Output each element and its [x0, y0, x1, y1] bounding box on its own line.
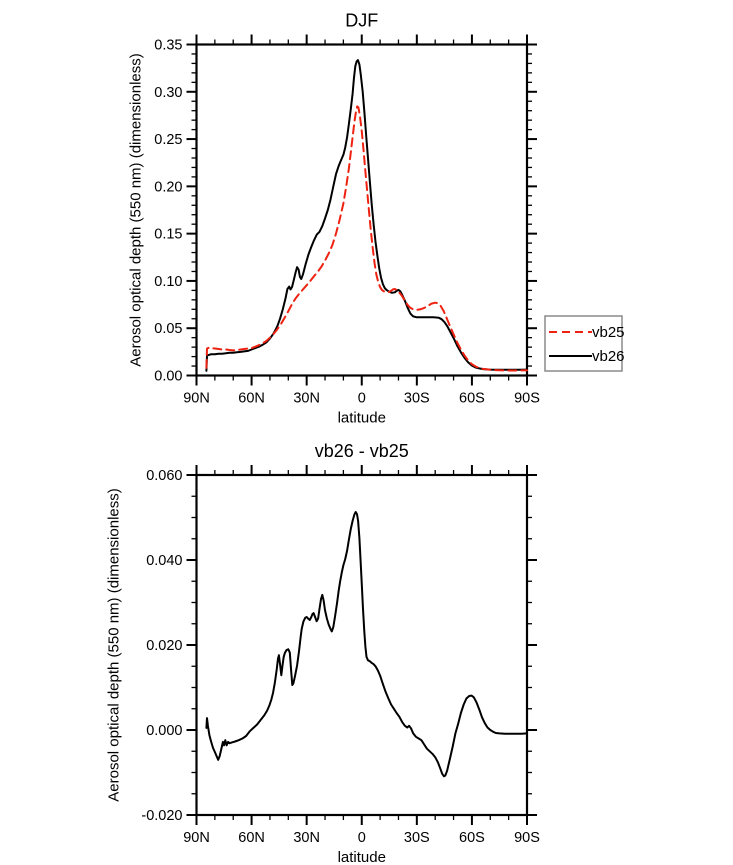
- y-tick-label: 0.00: [154, 368, 183, 385]
- y-tick-label: 0.30: [154, 84, 183, 101]
- x-tick-label: 90S: [514, 830, 540, 846]
- x-tick-label: 30S: [403, 390, 430, 407]
- x-tick-label: 90N: [183, 390, 210, 407]
- x-tick-label: 90S: [514, 390, 540, 407]
- chart-title: vb26 - vb25: [314, 441, 409, 461]
- legend-label: vb25: [592, 324, 625, 341]
- x-tick-label: 90N: [183, 830, 210, 846]
- series-line-vb26: [206, 60, 527, 371]
- x-tick-label: 0: [357, 830, 366, 846]
- y-tick-label: 0.020: [146, 638, 183, 654]
- axis-frame: [197, 45, 528, 376]
- y-axis-label: Aerosol optical depth (550 nm) (dimensionless): [127, 53, 145, 367]
- x-tick-label: 60S: [459, 830, 485, 846]
- y-axis-label: Aerosol optical depth (550 nm) (dimensionless): [105, 488, 123, 802]
- y-tick-label: 0.060: [146, 468, 183, 484]
- x-tick-label: 30N: [293, 830, 320, 846]
- x-tick-label: 60S: [459, 390, 485, 407]
- x-tick-label: 30S: [403, 830, 430, 846]
- axis-frame: [197, 475, 528, 815]
- y-tick-label: 0.040: [146, 553, 183, 569]
- y-tick-label: -0.020: [141, 808, 183, 824]
- x-axis-label: latitude: [337, 409, 386, 427]
- chart-title: DJF: [345, 10, 379, 31]
- y-tick-label: 0.05: [154, 321, 183, 338]
- series-line-vb26-vb25: [206, 512, 527, 776]
- y-tick-label: 0.25: [154, 132, 183, 149]
- y-tick-label: 0.15: [154, 226, 183, 243]
- x-tick-label: 30N: [293, 390, 320, 407]
- x-tick-label: 0: [357, 390, 366, 407]
- y-tick-label: 0.35: [154, 37, 183, 54]
- y-tick-label: 0.20: [154, 179, 183, 196]
- y-tick-label: 0.000: [146, 723, 183, 739]
- legend-label: vb26: [592, 348, 625, 365]
- y-tick-label: 0.10: [154, 273, 183, 290]
- x-tick-label: 60N: [238, 830, 265, 846]
- x-tick-label: 60N: [238, 390, 265, 407]
- x-axis-label: latitude: [337, 849, 386, 865]
